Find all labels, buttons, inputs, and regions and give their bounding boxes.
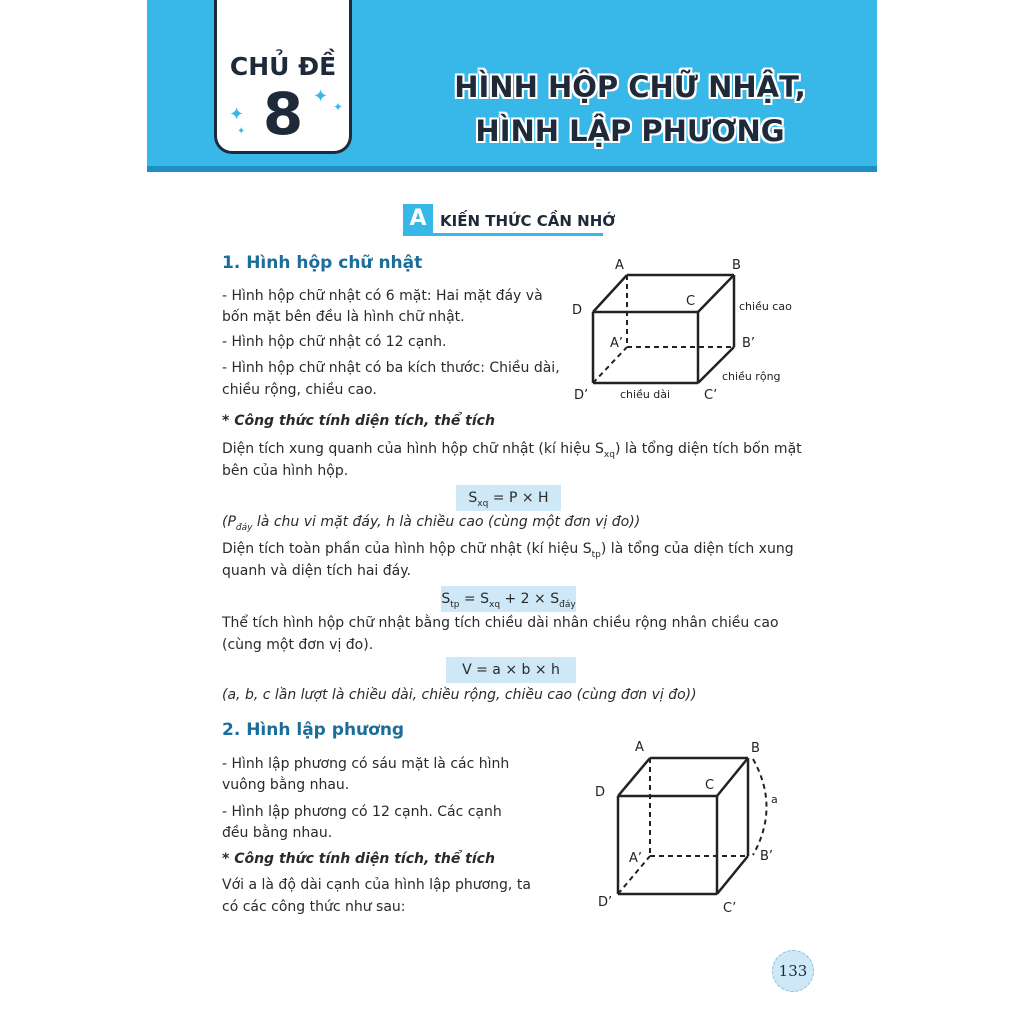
volume-description-line2: (cùng một đơn vị đo).: [222, 637, 374, 653]
vertex-label-c: C: [686, 294, 696, 309]
sparkle-icon: ✦: [237, 126, 246, 137]
part2-bullet: - Hình lập phương có sáu mặt là các hình: [222, 756, 510, 772]
sxq-description-line2: bên của hình hộp.: [222, 463, 349, 479]
part2-bullet: đều bằng nhau.: [222, 825, 333, 841]
cube-vertex-c: C: [705, 778, 715, 793]
stp-description: Diện tích toàn phần của hình hộp chữ nhật (kí hiệu $S_{tp}$) là tổng của diện tích xung: [222, 541, 794, 560]
topic-card: [214, 0, 352, 154]
section-a-title: KIẾN THỨC CẦN NHỚ: [440, 212, 616, 230]
sxq-formula: $S_{xq} = P \times H$: [456, 485, 561, 511]
stp-formula: $S_{tp} = S_{xq} + 2 \times S_{đáy}$: [441, 586, 576, 612]
cube-vertex-c1: C’: [723, 901, 737, 916]
width-label: chiều rộng: [722, 370, 781, 383]
volume-formula: V = a × b × h: [446, 657, 576, 683]
part2-bullet: vuông bằng nhau.: [222, 777, 350, 793]
part1-heading: 1. Hình hộp chữ nhật: [222, 253, 423, 273]
chapter-title-line1: HÌNH HỘP CHỮ NHẬT,: [454, 70, 806, 104]
stp-description-line2: quanh và diện tích hai đáy.: [222, 563, 411, 579]
part2-intro: Với a là độ dài cạnh của hình lập phương, ta: [222, 877, 531, 893]
part2-heading: 2. Hình lập phương: [222, 720, 405, 740]
part2-bullet: - Hình lập phương có 12 cạnh. Các cạnh: [222, 804, 502, 820]
cube-vertex-d1: D’: [598, 895, 613, 910]
topic-number: 8: [262, 80, 304, 148]
section-a-underline: [403, 233, 603, 236]
cube-vertex-a1: A’: [629, 851, 643, 866]
vertex-label-b: B: [732, 258, 741, 273]
volume-description: Thể tích hình hộp chữ nhật bằng tích chiều dài nhân chiều rộng nhân chiều cao: [222, 615, 779, 631]
cube-vertex-a: A: [635, 740, 644, 755]
vertex-label-a: A: [615, 258, 624, 273]
part1-bullet: - Hình hộp chữ nhật có 6 mặt: Hai mặt đáy và: [222, 288, 543, 304]
page-number: 133: [772, 950, 814, 992]
part1-formula-heading: * Công thức tính diện tích, thể tích: [222, 413, 495, 429]
banner-divider: [147, 166, 877, 172]
section-a-letter: A: [403, 204, 433, 234]
vertex-label-b1: B’: [742, 336, 756, 351]
part1-bullet: chiều rộng, chiều cao.: [222, 382, 377, 398]
perimeter-note: ($P_{đáy}$ là chu vi mặt đáy, h là chiều cao (cùng một đơn vị đo)): [222, 514, 641, 533]
vertex-label-c1: C’: [704, 388, 718, 403]
cuboid-figure: [560, 250, 810, 410]
length-label: chiều dài: [620, 388, 671, 401]
height-label: chiều cao: [739, 300, 792, 313]
cube-vertex-d: D: [595, 785, 606, 800]
vertex-label-d: D: [572, 303, 583, 318]
vertex-label-d1: D’: [574, 388, 589, 403]
cube-edge-label: a: [771, 793, 778, 806]
part1-bullet: - Hình hộp chữ nhật có 12 cạnh.: [222, 334, 447, 350]
part1-bullet: - Hình hộp chữ nhật có ba kích thước: Chiều dài,: [222, 360, 560, 376]
sparkle-icon: ✦: [333, 100, 344, 114]
part2-formula-heading: * Công thức tính diện tích, thể tích: [222, 851, 495, 867]
sxq-description: Diện tích xung quanh của hình hộp chữ nhật (kí hiệu $S_{xq}$) là tổng diện tích bốn mặt: [222, 441, 802, 460]
sparkle-icon: ✦: [313, 86, 329, 107]
vertex-label-a1: A’: [610, 336, 624, 351]
part2-intro-line2: có các công thức như sau:: [222, 899, 406, 915]
topic-label: CHỦ ĐỀ: [229, 52, 337, 81]
volume-note: (a, b, c lần lượt là chiều dài, chiều rộng, chiều cao (cùng đơn vị đo)): [222, 687, 697, 703]
chapter-title-line2: HÌNH LẬP PHƯƠNG: [475, 114, 785, 148]
cube-vertex-b1: B’: [760, 849, 774, 864]
part1-bullet: bốn mặt bên đều là hình chữ nhật.: [222, 309, 465, 325]
sparkle-icon: ✦: [229, 104, 245, 125]
cube-figure: [585, 735, 795, 925]
cube-vertex-b: B: [751, 741, 760, 756]
